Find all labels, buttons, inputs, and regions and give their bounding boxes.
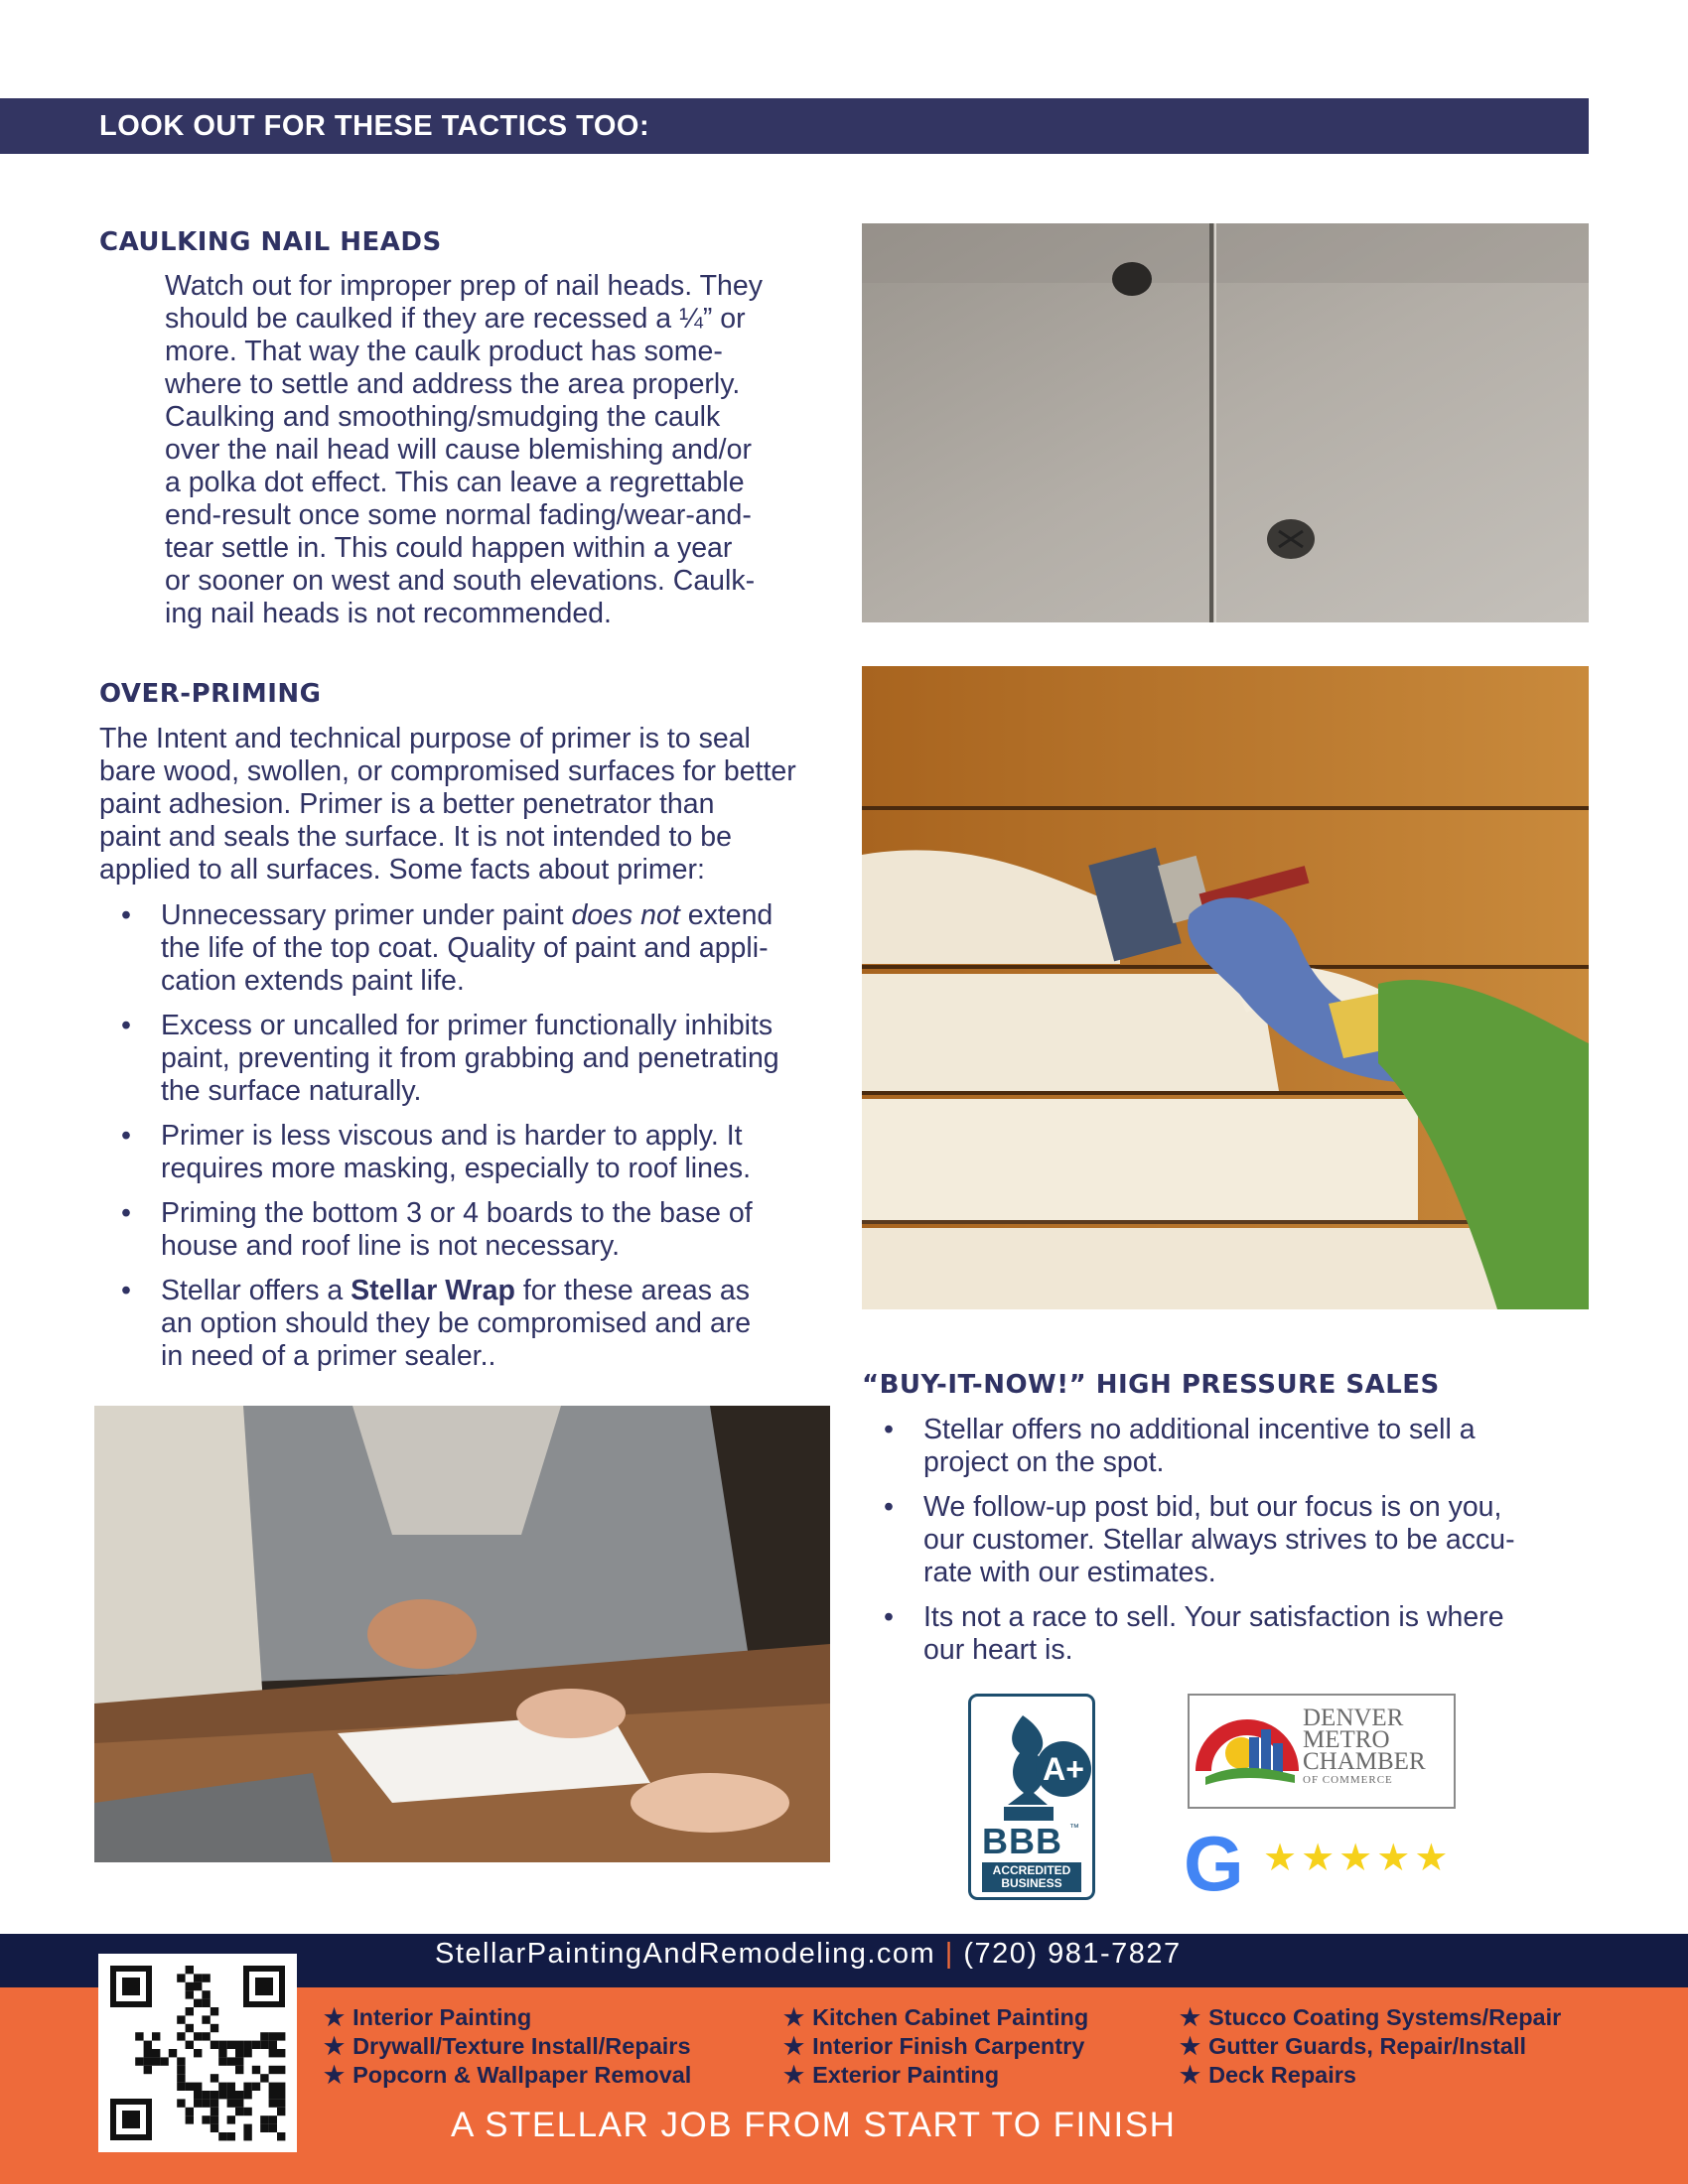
footer-tagline: A STELLAR JOB FROM START TO FINISH [451, 2106, 1177, 2144]
qr-code[interactable] [98, 1954, 297, 2152]
service-item: ★ Interior Finish Carpentry [783, 2033, 1085, 2059]
contact-separator: | [944, 1938, 954, 1970]
denver-chamber-badge [1188, 1694, 1456, 1809]
sales-list [862, 1414, 1587, 1679]
list-item: • Priming the bottom 3 or 4 boards to the base of house and roof line is not necessary. [121, 1197, 753, 1262]
list-item: • We follow-up post bid, but our focus is on you, our customer. Stellar always strives to be accu- rate with our estimates. [884, 1491, 1515, 1588]
star-icon: ★ [324, 2033, 346, 2059]
bbb-name: BBB [982, 1821, 1062, 1861]
website-link[interactable]: StellarPaintingAndRemodeling.com [435, 1938, 936, 1970]
star-icon: ★ [324, 2004, 346, 2030]
service-item: ★ Drywall/Texture Install/Repairs [324, 2033, 691, 2059]
star-icon: ★ [1180, 2062, 1201, 2088]
over-priming-paragraph: The Intent and technical purpose of primer is to seal bare wood, swollen, or compromised surfaces for better paint adhesion. Primer is a better penetrator than paint and seals the surface. It is not intended to be applied to all surfaces. Some facts about primer: [99, 723, 796, 886]
footer-contact [435, 1938, 1182, 1971]
services-column-3 [1180, 2003, 1561, 2090]
service-item: ★ Gutter Guards, Repair/Install [1180, 2033, 1527, 2059]
services-column-1 [324, 2003, 691, 2090]
bbb-grade: A+ [1043, 1751, 1084, 1787]
services-column-2 [783, 2003, 1088, 2090]
service-item: ★ Kitchen Cabinet Painting [783, 2004, 1089, 2030]
star-icon: ★ [324, 2062, 346, 2088]
phone-number[interactable]: (720) 981-7827 [963, 1938, 1182, 1970]
star-icon: ★ [1180, 2004, 1201, 2030]
rating-star-icon: ★ [1338, 1838, 1377, 1879]
rating-star-icon: ★ [1263, 1838, 1302, 1879]
service-item: ★ Interior Painting [324, 2004, 532, 2030]
rating-star-icon: ★ [1301, 1838, 1339, 1879]
service-item: ★ Popcorn & Wallpaper Removal [324, 2062, 692, 2088]
list-item: • Stellar offers a Stellar Wrap for these areas as an option should they be compromised and are in need of a primer sealer.. [121, 1275, 752, 1372]
list-item: • Unnecessary primer under paint does not extend the life of the top coat. Quality of paint and appli- cation extends paint life. [121, 899, 774, 997]
list-item: • Stellar offers no additional incentive to sell a project on the spot. [884, 1414, 1476, 1478]
google-rating [1184, 1820, 1462, 1908]
bbb-accredited-text: ACCREDITED BUSINESS [992, 1863, 1071, 1890]
over-priming-heading: OVER-PRIMING [99, 679, 322, 709]
chamber-name: DENVER METRO CHAMBER OF COMMERCE [1303, 1705, 1426, 1786]
star-icon: ★ [783, 2062, 805, 2088]
wood-priming-photo [862, 666, 1589, 1309]
five-star-rating [1263, 1839, 1452, 1878]
list-item: • Its not a race to sell. Your satisfaction is where our heart is. [884, 1601, 1504, 1666]
primer-facts-list [99, 899, 854, 1385]
bbb-trademark: ™ [1069, 1823, 1079, 1834]
bbb-accredited-badge [968, 1694, 1095, 1900]
service-item: ★ Exterior Painting [783, 2062, 1000, 2088]
service-item: ★ Deck Repairs [1180, 2062, 1356, 2088]
chamber-logo-icon [1196, 1707, 1305, 1797]
caulking-paragraph: Watch out for improper prep of nail heads. They should be caulked if they are recessed a ¼” or more. That way the caulk product has some- where to settle and address the area properly. Caulking and smoothing/smudging the caulk over the nail head will cause blemishing and/or a polka dot effect. This can leave a regrettable end-result once some normal fading/wear-and- tear settle in. This could happen within a year or sooner on west and south elevations. Caulk- ing nail heads is not recommended. [165, 270, 763, 629]
star-icon: ★ [1180, 2033, 1201, 2059]
consultation-photo [94, 1406, 830, 1862]
rating-star-icon: ★ [1376, 1838, 1415, 1879]
google-icon: G [1184, 1820, 1244, 1907]
section-banner [0, 98, 1589, 154]
service-item: ★ Stucco Coating Systems/Repair [1180, 2004, 1562, 2030]
nail-heads-photo [862, 223, 1589, 622]
list-item: • Excess or uncalled for primer functionally inhibits paint, preventing it from grabbing and penetrating the surface naturally. [121, 1010, 779, 1107]
star-icon: ★ [783, 2004, 805, 2030]
caulking-heading: CAULKING NAIL HEADS [99, 227, 442, 257]
high-pressure-sales-heading: “BUY-IT-NOW!” HIGH PRESSURE SALES [862, 1370, 1440, 1400]
banner-title: LOOK OUT FOR THESE TACTICS TOO: [99, 110, 650, 142]
rating-star-icon: ★ [1414, 1838, 1453, 1879]
star-icon: ★ [783, 2033, 805, 2059]
list-item: • Primer is less viscous and is harder to apply. It requires more masking, especially to roof lines. [121, 1120, 752, 1184]
